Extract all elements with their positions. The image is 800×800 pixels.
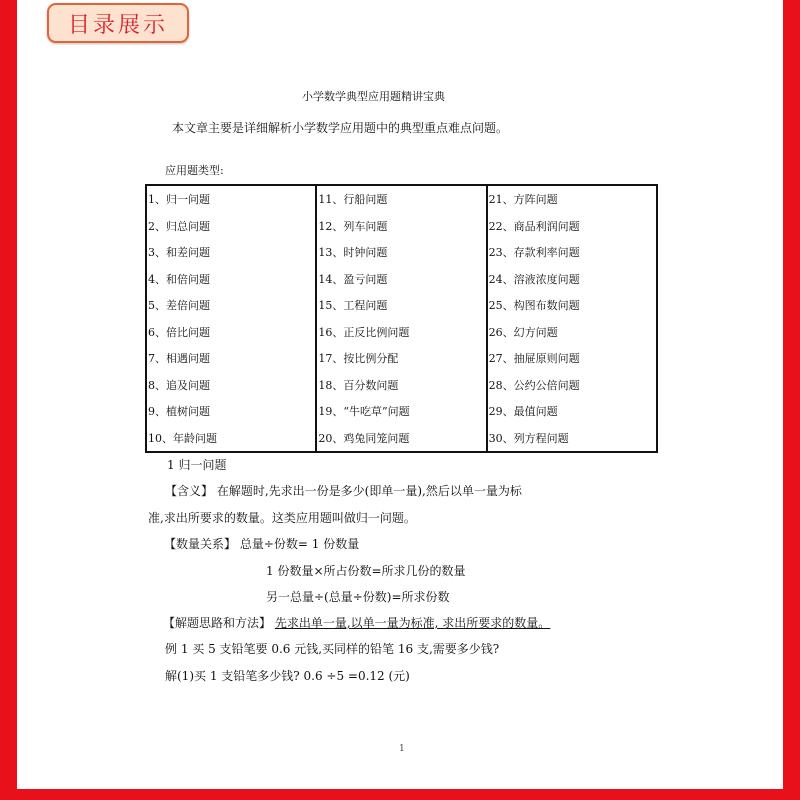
catalog-badge: 目录展示 (47, 3, 189, 43)
table-cell: 17、按比例分配 (316, 345, 486, 372)
table-cell: 26、幻方问题 (487, 319, 657, 346)
table-row (146, 345, 657, 372)
method-text: 先求出单一量,以单一量为标准, 求出所要求的数量。 (274, 616, 551, 630)
table-cell: 9、植树问题 (146, 398, 316, 425)
example-line: 例 1 买 5 支铅笔要 0.6 元钱,买同样的铅笔 16 支,需要多少钱? (165, 642, 500, 656)
table-row (146, 185, 657, 213)
table-cell: 1、归一问题 (146, 185, 316, 213)
table-cell: 18、百分数问题 (316, 372, 486, 399)
table-cell: 13、时钟问题 (316, 239, 486, 266)
meaning-label: 【含义】 (165, 484, 214, 498)
table-cell: 3、和差问题 (146, 239, 316, 266)
table-cell: 10、年龄问题 (146, 425, 316, 453)
table-cell: 25、构图布数问题 (487, 292, 657, 319)
method-label: 【解题思路和方法】 (163, 616, 272, 630)
document-title: 小学数学典型应用题精讲宝典 (302, 90, 445, 103)
table-row (146, 266, 657, 293)
relation-line-3: 另一总量÷(总量÷份数)=所求份数 (266, 590, 450, 604)
table-cell: 16、正反比例问题 (316, 319, 486, 346)
table-row (146, 372, 657, 399)
table-cell: 8、追及问题 (146, 372, 316, 399)
table-cell: 6、倍比问题 (146, 319, 316, 346)
section-heading: 1 归一问题 (167, 458, 227, 472)
table-row (146, 319, 657, 346)
table-cell: 28、公约公倍问题 (487, 372, 657, 399)
table-cell: 22、商品利润问题 (487, 213, 657, 240)
table-cell: 14、盈亏问题 (316, 266, 486, 293)
meaning-line-1 (165, 485, 522, 497)
meaning-text-1: 在解题时,先求出一份是多少(即单一量),然后以单一量为标 (213, 484, 522, 498)
table-cell: 4、和倍问题 (146, 266, 316, 293)
table-cell: 12、列车问题 (316, 213, 486, 240)
table-cell: 2、归总问题 (146, 213, 316, 240)
relation-label: 【数量关系】 (164, 537, 237, 551)
table-cell: 30、列方程问题 (487, 425, 657, 453)
table-row (146, 398, 657, 425)
table-cell: 29、最值问题 (487, 398, 657, 425)
table-cell: 20、鸡兔同笼问题 (316, 425, 486, 453)
relation-line-2: 1 份数量×所占份数=所求几份的数量 (266, 564, 466, 578)
table-row (146, 213, 657, 240)
table-row (146, 425, 657, 453)
table-cell: 7、相遇问题 (146, 345, 316, 372)
table-cell: 23、存款利率问题 (487, 239, 657, 266)
types-label: 应用题类型: (165, 164, 224, 177)
solution-line: 解(1)买 1 支铅笔多少钱? 0.6 ÷5 =0.12 (元) (165, 669, 410, 683)
intro-paragraph: 本文章主要是详细解析小学数学应用题中的典型重点难点问题。 (172, 121, 509, 135)
table-cell: 11、行船问题 (316, 185, 486, 213)
relation-text-1: 总量÷份数= 1 份数量 (236, 537, 360, 551)
table-cell: 27、抽屉原则问题 (487, 345, 657, 372)
table-row (146, 239, 657, 266)
problem-types-table (145, 184, 658, 453)
page-number: 1 (399, 744, 405, 754)
table-cell: 5、差倍问题 (146, 292, 316, 319)
meaning-line-2: 准,求出所要求的数量。这类应用题叫做归一问题。 (148, 511, 416, 525)
relation-line-1 (164, 538, 359, 550)
table-row (146, 292, 657, 319)
table-cell: 24、溶液浓度问题 (487, 266, 657, 293)
table-cell: 21、方阵问题 (487, 185, 657, 213)
table-cell: 19、“牛吃草”问题 (316, 398, 486, 425)
table-cell: 15、工程问题 (316, 292, 486, 319)
method-line (163, 617, 550, 629)
